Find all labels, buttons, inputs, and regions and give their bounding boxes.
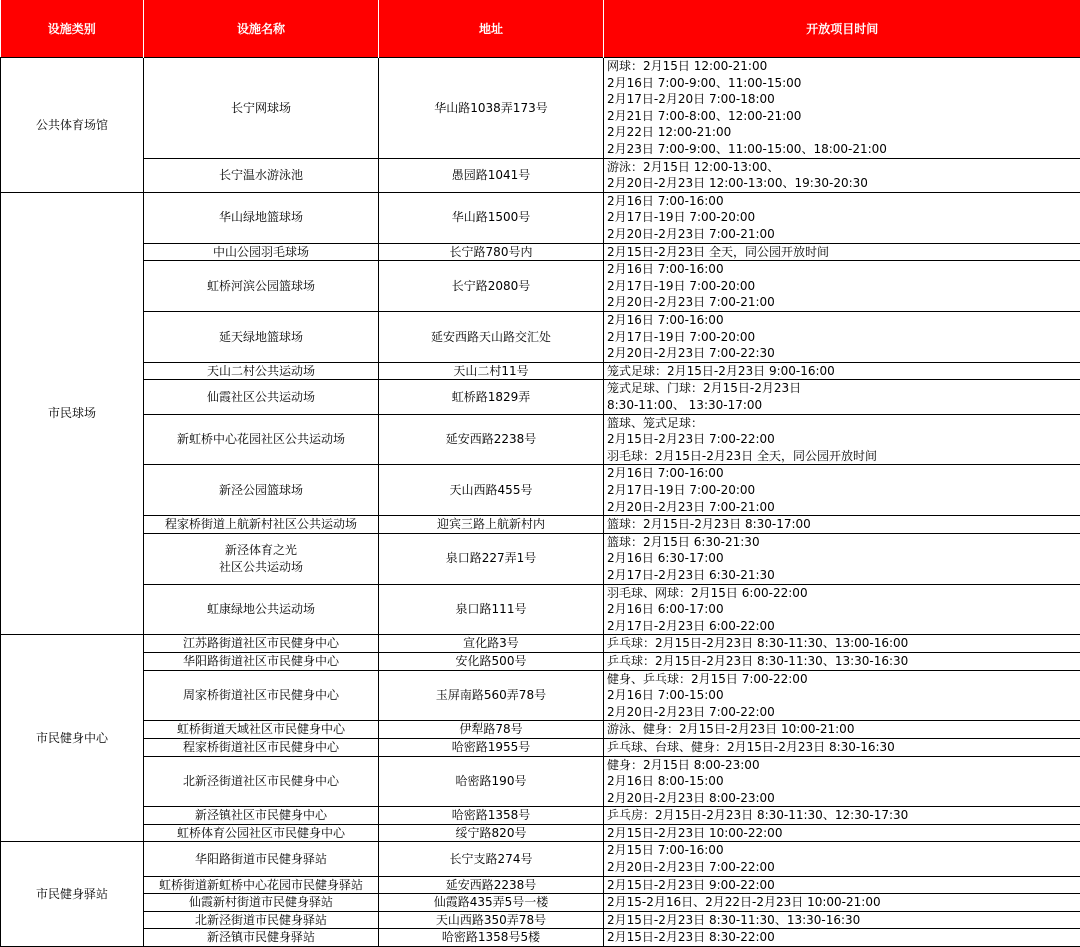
open-time-line: 2月16日 7:00-16:00 <box>607 193 1078 210</box>
facility-name-line: 中山公园羽毛球场 <box>146 244 376 261</box>
facility-name-cell <box>144 670 379 721</box>
table-row <box>1 414 1080 465</box>
header-open-time: 开放项目时间 <box>604 0 1080 58</box>
open-time-line: 乒乓球、台球、健身：2月15日-2月23日 8:30-16:30 <box>607 739 1078 756</box>
open-time-line: 乒乓球：2月15日-2月23日 8:30-11:30、13:30-16:30 <box>607 653 1078 670</box>
open-time-line: 2月16日 7:00-9:00、11:00-15:00 <box>607 75 1078 92</box>
address-cell: 愚园路1041号 <box>379 158 604 192</box>
address-cell: 泉口路111号 <box>379 584 604 635</box>
address-cell: 天山西路350弄78号 <box>379 911 604 929</box>
open-time-line: 2月16日 7:00-16:00 <box>607 261 1078 278</box>
address-cell: 仙霞路435弄5号一楼 <box>379 894 604 912</box>
open-time-line: 笼式足球：2月15日-2月23日 9:00-16:00 <box>607 363 1078 380</box>
open-time-line: 2月16日 7:00-16:00 <box>607 465 1078 482</box>
open-time-line: 篮球：2月15日 6:30-21:30 <box>607 534 1078 551</box>
address-cell: 哈密路190号 <box>379 756 604 807</box>
address-cell: 华山路1038弄173号 <box>379 58 604 159</box>
facility-name-line: 北新泾街道市民健身驿站 <box>146 912 376 929</box>
header-category: 设施类别 <box>1 0 144 58</box>
facility-name-cell <box>144 824 379 842</box>
address-cell: 天山西路455号 <box>379 465 604 516</box>
open-time-line: 2月20日-2月23日 8:00-23:00 <box>607 790 1078 807</box>
category-cell: 市民健身中心 <box>1 635 144 842</box>
open-time-line: 2月17日-19日 7:00-20:00 <box>607 209 1078 226</box>
open-time-line: 2月23日 7:00-9:00、11:00-15:00、18:00-21:00 <box>607 141 1078 158</box>
open-time-cell <box>604 584 1080 635</box>
open-time-line: 2月20日-2月23日 7:00-21:00 <box>607 294 1078 311</box>
header-row <box>1 0 1080 58</box>
table-row <box>1 261 1080 312</box>
open-time-line: 羽毛球：2月15日-2月23日 全天，同公园开放时间 <box>607 448 1078 465</box>
open-time-line: 2月20日-2月23日 7:00-22:00 <box>607 859 1078 876</box>
facility-name-line: 华阳路街道市民健身驿站 <box>146 851 376 868</box>
address-cell: 哈密路1955号 <box>379 738 604 756</box>
facility-name-cell <box>144 243 379 261</box>
facility-name-cell <box>144 158 379 192</box>
address-cell: 哈密路1358号 <box>379 807 604 825</box>
facility-name-line: 程家桥街道社区市民健身中心 <box>146 739 376 756</box>
facility-name-line: 周家桥街道社区市民健身中心 <box>146 687 376 704</box>
facility-name-cell <box>144 584 379 635</box>
open-time-cell <box>604 243 1080 261</box>
open-time-line: 2月17日-19日 7:00-20:00 <box>607 278 1078 295</box>
facility-name-cell <box>144 876 379 894</box>
open-time-line: 2月17日-19日 7:00-20:00 <box>607 329 1078 346</box>
address-cell: 长宁路780号内 <box>379 243 604 261</box>
open-time-cell <box>604 311 1080 362</box>
facility-name-cell <box>144 516 379 534</box>
open-time-cell <box>604 261 1080 312</box>
open-time-line: 2月20日-2月23日 12:00-13:00、19:30-20:30 <box>607 175 1078 192</box>
facility-name-line: 延天绿地篮球场 <box>146 329 376 346</box>
open-time-cell <box>604 414 1080 465</box>
open-time-cell <box>604 380 1080 414</box>
open-time-line: 乒乓房：2月15日-2月23日 8:30-11:30、12:30-17:30 <box>607 807 1078 824</box>
table-row <box>1 533 1080 584</box>
facility-name-line: 程家桥街道上航新村社区公共运动场 <box>146 516 376 533</box>
facility-name-line: 新虹桥中心花园社区公共运动场 <box>146 431 376 448</box>
table-body <box>1 58 1080 947</box>
open-time-line: 2月15日-2月23日 7:00-22:00 <box>607 431 1078 448</box>
open-time-line: 2月17日-2月20日 7:00-18:00 <box>607 91 1078 108</box>
open-time-cell <box>604 756 1080 807</box>
open-time-line: 2月15日-2月23日 9:00-22:00 <box>607 877 1078 894</box>
header-facility-name: 设施名称 <box>144 0 379 58</box>
table-row <box>1 670 1080 721</box>
table-row <box>1 738 1080 756</box>
open-time-cell <box>604 516 1080 534</box>
open-time-cell <box>604 842 1080 876</box>
address-cell: 泉口路227弄1号 <box>379 533 604 584</box>
open-time-line: 羽毛球、网球：2月15日 6:00-22:00 <box>607 585 1078 602</box>
table-row <box>1 807 1080 825</box>
open-time-line: 2月22日 12:00-21:00 <box>607 124 1078 141</box>
facility-name-line: 虹桥体育公园社区市民健身中心 <box>146 825 376 842</box>
open-time-cell <box>604 929 1080 947</box>
address-cell: 延安西路天山路交汇处 <box>379 311 604 362</box>
table-row <box>1 894 1080 912</box>
table-row <box>1 635 1080 653</box>
table-row <box>1 652 1080 670</box>
facility-name-line: 华阳路街道社区市民健身中心 <box>146 653 376 670</box>
open-time-line: 2月15日-2月23日 8:30-22:00 <box>607 929 1078 946</box>
address-cell: 伊犁路78号 <box>379 721 604 739</box>
facility-name-line: 长宁网球场 <box>146 100 376 117</box>
open-time-cell <box>604 533 1080 584</box>
open-time-line: 2月16日 6:30-17:00 <box>607 550 1078 567</box>
facility-name-cell <box>144 414 379 465</box>
open-time-cell <box>604 894 1080 912</box>
open-time-cell <box>604 738 1080 756</box>
open-time-line: 2月17日-2月23日 6:00-22:00 <box>607 618 1078 635</box>
facility-name-cell <box>144 738 379 756</box>
open-time-line: 2月15日-2月23日 全天，同公园开放时间 <box>607 244 1078 261</box>
address-cell: 长宁支路274号 <box>379 842 604 876</box>
table-row <box>1 465 1080 516</box>
facility-name-line: 新泾体育之光 <box>146 542 376 559</box>
table-row <box>1 362 1080 380</box>
facility-name-cell <box>144 894 379 912</box>
open-time-line: 游泳、健身：2月15日-2月23日 10:00-21:00 <box>607 721 1078 738</box>
facility-name-line: 新泾镇社区市民健身中心 <box>146 807 376 824</box>
open-time-line: 网球：2月15日 12:00-21:00 <box>607 58 1078 75</box>
address-cell: 长宁路2080号 <box>379 261 604 312</box>
facility-name-cell <box>144 756 379 807</box>
facility-name-line: 华山绿地篮球场 <box>146 209 376 226</box>
open-time-cell <box>604 824 1080 842</box>
table-row <box>1 842 1080 876</box>
open-time-line: 篮球：2月15日-2月23日 8:30-17:00 <box>607 516 1078 533</box>
open-time-line: 乒乓球：2月15日-2月23日 8:30-11:30、13:00-16:00 <box>607 635 1078 652</box>
address-cell: 宣化路3号 <box>379 635 604 653</box>
table-row <box>1 721 1080 739</box>
open-time-line: 2月15日 7:00-16:00 <box>607 842 1078 859</box>
category-cell: 公共体育场馆 <box>1 58 144 193</box>
facility-name-line: 仙霞社区公共运动场 <box>146 389 376 406</box>
open-time-line: 2月20日-2月23日 7:00-22:30 <box>607 345 1078 362</box>
open-time-line: 2月16日 7:00-16:00 <box>607 312 1078 329</box>
facility-name-line: 社区公共运动场 <box>146 559 376 576</box>
open-time-line: 8:30-11:00、 13:30-17:00 <box>607 397 1078 414</box>
facility-name-cell <box>144 362 379 380</box>
facility-name-cell <box>144 380 379 414</box>
open-time-line: 2月20日-2月23日 7:00-21:00 <box>607 226 1078 243</box>
table-row <box>1 516 1080 534</box>
facility-name-cell <box>144 807 379 825</box>
table-row <box>1 58 1080 159</box>
address-cell: 哈密路1358号5楼 <box>379 929 604 947</box>
open-time-line: 2月15日-2月23日 8:30-11:30、13:30-16:30 <box>607 912 1078 929</box>
open-time-line: 2月20日-2月23日 7:00-21:00 <box>607 499 1078 516</box>
open-time-line: 健身：2月15日 8:00-23:00 <box>607 757 1078 774</box>
open-time-cell <box>604 465 1080 516</box>
open-time-line: 2月16日 8:00-15:00 <box>607 773 1078 790</box>
facility-name-line: 江苏路街道社区市民健身中心 <box>146 635 376 652</box>
facility-name-cell <box>144 58 379 159</box>
open-time-cell <box>604 362 1080 380</box>
facility-name-cell <box>144 842 379 876</box>
open-time-line: 2月20日-2月23日 7:00-22:00 <box>607 704 1078 721</box>
table-row <box>1 192 1080 243</box>
open-time-cell <box>604 876 1080 894</box>
facility-name-line: 新泾公园篮球场 <box>146 482 376 499</box>
table-row <box>1 756 1080 807</box>
facility-name-cell <box>144 311 379 362</box>
table-row <box>1 929 1080 947</box>
table-row <box>1 911 1080 929</box>
table-row <box>1 824 1080 842</box>
open-time-cell <box>604 58 1080 159</box>
table-row <box>1 380 1080 414</box>
table-row <box>1 243 1080 261</box>
open-time-line: 2月15-2月16日、2月22日-2月23日 10:00-21:00 <box>607 894 1078 911</box>
facility-name-line: 北新泾街道社区市民健身中心 <box>146 773 376 790</box>
open-time-line: 游泳：2月15日 12:00-13:00、 <box>607 159 1078 176</box>
category-cell: 市民球场 <box>1 192 144 635</box>
open-time-cell <box>604 670 1080 721</box>
open-time-cell <box>604 807 1080 825</box>
open-time-line: 笼式足球、门球：2月15日-2月23日 <box>607 380 1078 397</box>
open-time-cell <box>604 652 1080 670</box>
table-row <box>1 584 1080 635</box>
open-time-cell <box>604 192 1080 243</box>
address-cell: 安化路500号 <box>379 652 604 670</box>
category-cell: 市民健身驿站 <box>1 842 144 947</box>
address-cell: 天山二村11号 <box>379 362 604 380</box>
facility-name-cell <box>144 192 379 243</box>
facility-name-cell <box>144 261 379 312</box>
address-cell: 虹桥路1829弄 <box>379 380 604 414</box>
facility-name-cell <box>144 635 379 653</box>
facility-name-line: 虹桥街道新虹桥中心花园市民健身驿站 <box>146 877 376 894</box>
facility-name-line: 虹康绿地公共运动场 <box>146 601 376 618</box>
facility-name-line: 天山二村公共运动场 <box>146 363 376 380</box>
address-cell: 延安西路2238号 <box>379 414 604 465</box>
facility-name-line: 虹桥街道天域社区市民健身中心 <box>146 721 376 738</box>
address-cell: 迎宾三路上航新村内 <box>379 516 604 534</box>
open-time-cell <box>604 911 1080 929</box>
facility-name-line: 长宁温水游泳池 <box>146 167 376 184</box>
address-cell: 延安西路2238号 <box>379 876 604 894</box>
address-cell: 玉屏南路560弄78号 <box>379 670 604 721</box>
open-time-line: 2月17日-19日 7:00-20:00 <box>607 482 1078 499</box>
facility-name-cell <box>144 721 379 739</box>
facility-name-cell <box>144 929 379 947</box>
facility-name-line: 新泾镇市民健身驿站 <box>146 929 376 946</box>
open-time-line: 2月15日-2月23日 10:00-22:00 <box>607 825 1078 842</box>
table-row <box>1 158 1080 192</box>
open-time-cell <box>604 721 1080 739</box>
facility-name-cell <box>144 465 379 516</box>
open-time-line: 篮球、笼式足球： <box>607 415 1078 432</box>
facility-name-cell <box>144 533 379 584</box>
open-time-cell <box>604 158 1080 192</box>
facility-name-cell <box>144 911 379 929</box>
open-time-line: 健身、乒乓球：2月15日 7:00-22:00 <box>607 671 1078 688</box>
header-address: 地址 <box>379 0 604 58</box>
open-time-cell <box>604 635 1080 653</box>
facility-name-cell <box>144 652 379 670</box>
open-time-line: 2月16日 7:00-15:00 <box>607 687 1078 704</box>
facility-name-line: 仙霞新村街道市民健身驿站 <box>146 894 376 911</box>
table-row <box>1 311 1080 362</box>
table-row <box>1 876 1080 894</box>
open-time-line: 2月21日 7:00-8:00、12:00-21:00 <box>607 108 1078 125</box>
facility-name-line: 虹桥河滨公园篮球场 <box>146 278 376 295</box>
open-time-line: 2月17日-2月23日 6:30-21:30 <box>607 567 1078 584</box>
address-cell: 绥宁路820号 <box>379 824 604 842</box>
open-time-line: 2月16日 6:00-17:00 <box>607 601 1078 618</box>
address-cell: 华山路1500号 <box>379 192 604 243</box>
